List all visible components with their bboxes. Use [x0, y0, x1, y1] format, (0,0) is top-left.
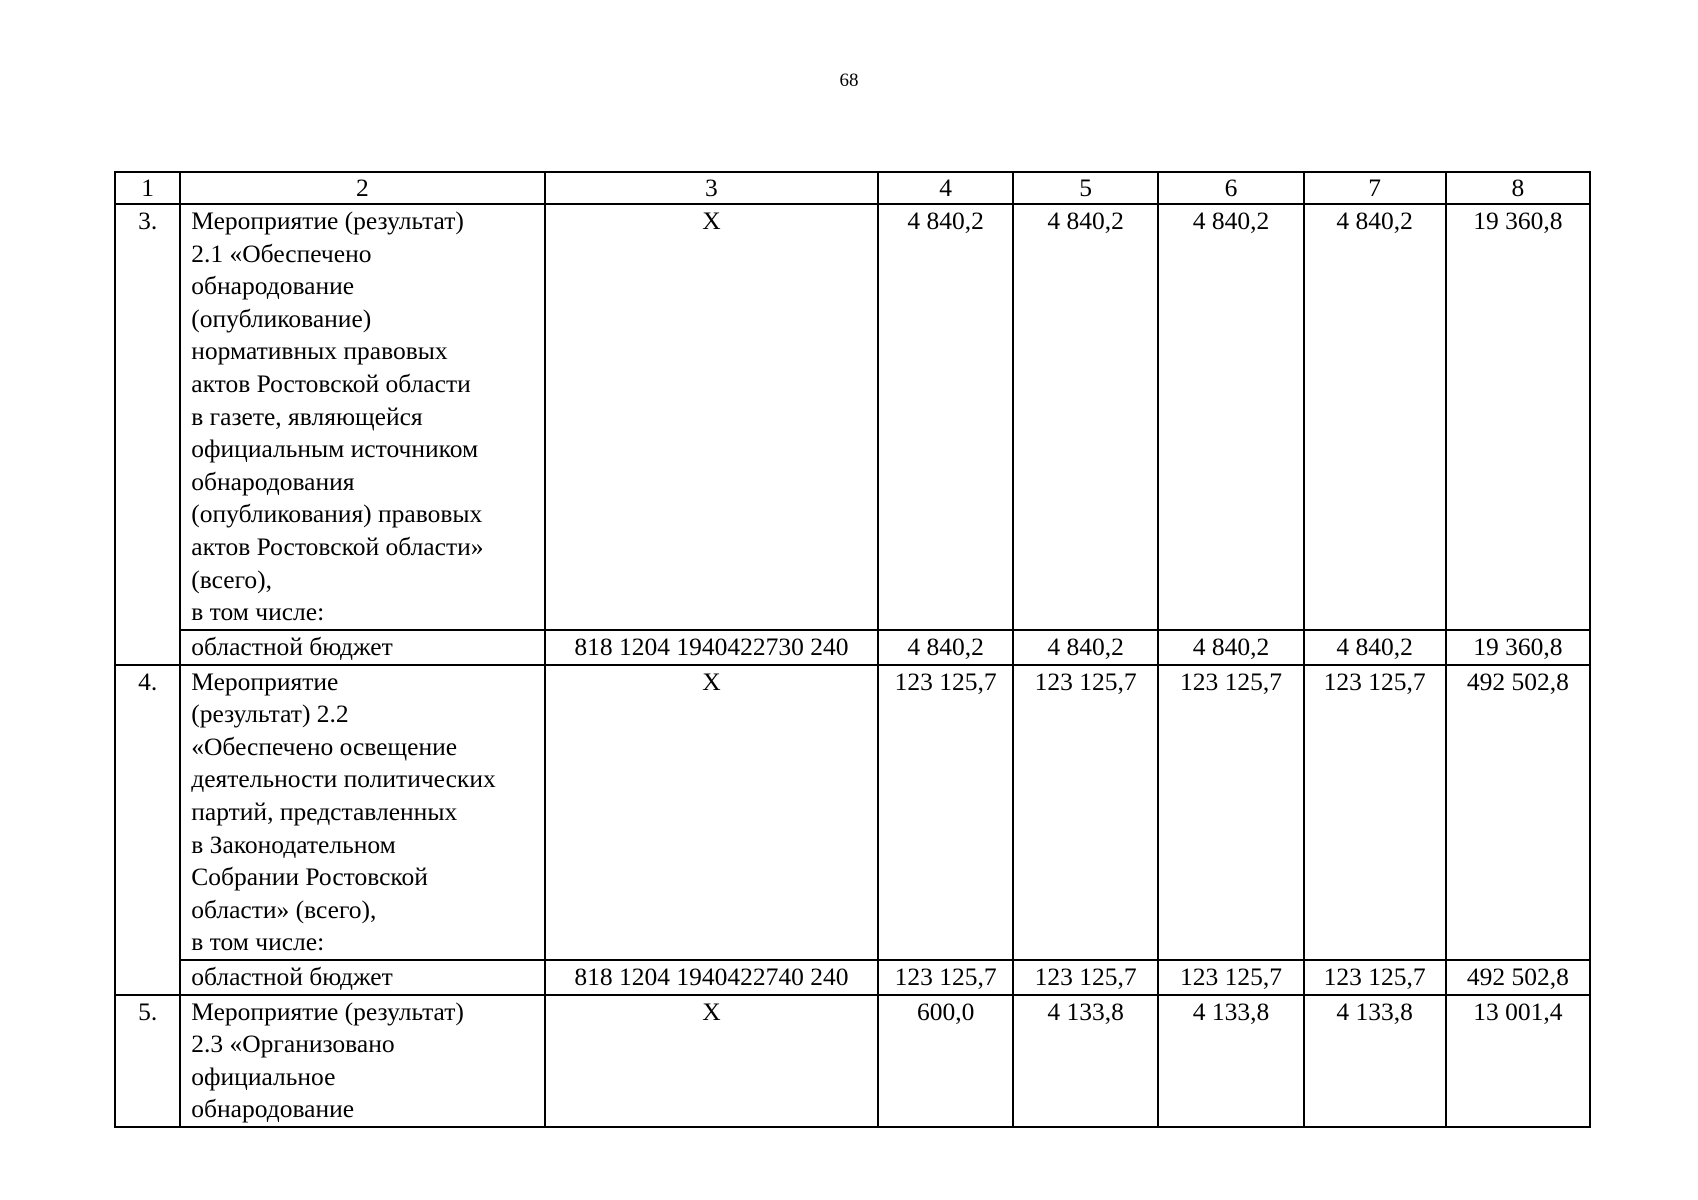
value-cell: 4 133,8: [1013, 995, 1158, 1127]
column-header: 3: [545, 172, 879, 204]
column-header: 4: [878, 172, 1013, 204]
value-cell: 4 840,2: [1304, 630, 1446, 665]
total-cell: 492 502,8: [1446, 960, 1590, 995]
total-cell: 19 360,8: [1446, 204, 1590, 630]
column-header: 7: [1304, 172, 1446, 204]
column-header: 5: [1013, 172, 1158, 204]
table-row: [115, 995, 1590, 1127]
total-cell: 19 360,8: [1446, 630, 1590, 665]
value-cell: 600,0: [878, 995, 1013, 1127]
value-cell: 4 840,2: [1158, 204, 1303, 630]
value-cell: 123 125,7: [878, 960, 1013, 995]
value-cell: 4 840,2: [1013, 204, 1158, 630]
value-cell: 4 133,8: [1304, 995, 1446, 1127]
activity-description: Мероприятие (результат) 2.1 «Обеспечено обнародование (опубликование) нормативных правовых актов Ростовской области в газете, являющейся официальным источником обнародования (опубликования) правовых актов Ростовской области» (всего), в том числе:: [180, 204, 544, 630]
table-row: [115, 204, 1590, 630]
table-subrow: [115, 630, 1590, 665]
value-cell: 123 125,7: [1304, 960, 1446, 995]
funding-source-label: областной бюджет: [180, 960, 544, 995]
value-cell: 4 840,2: [1013, 630, 1158, 665]
total-cell: 492 502,8: [1446, 665, 1590, 960]
column-header: 1: [115, 172, 180, 204]
row-number: 5.: [115, 995, 180, 1127]
table-header-row: [115, 172, 1590, 204]
funding-source-label: областной бюджет: [180, 630, 544, 665]
budget-code: 818 1204 1940422740 240: [545, 960, 879, 995]
value-cell: 4 840,2: [1304, 204, 1446, 630]
value-cell: 4 840,2: [878, 630, 1013, 665]
activity-description: Мероприятие (результат) 2.3 «Организовано официальное обнародование: [180, 995, 544, 1127]
table-subrow: [115, 960, 1590, 995]
value-cell: 123 125,7: [1158, 960, 1303, 995]
table-row: [115, 665, 1590, 960]
column-header: 6: [1158, 172, 1303, 204]
value-cell: 123 125,7: [1158, 665, 1303, 960]
page-number: 68: [839, 70, 859, 91]
budget-code: 818 1204 1940422730 240: [545, 630, 879, 665]
budget-code: Х: [545, 665, 879, 960]
total-cell: 13 001,4: [1446, 995, 1590, 1127]
value-cell: 123 125,7: [1304, 665, 1446, 960]
column-header: 8: [1446, 172, 1590, 204]
value-cell: 4 840,2: [878, 204, 1013, 630]
budget-code: Х: [545, 995, 879, 1127]
column-header: 2: [180, 172, 544, 204]
activity-description: Мероприятие (результат) 2.2 «Обеспечено освещение деятельности политических партий, представленных в Законодательном Собрании Ростовской области» (всего), в том числе:: [180, 665, 544, 960]
row-number: 4.: [115, 665, 180, 995]
row-number: 3.: [115, 204, 180, 665]
value-cell: 123 125,7: [1013, 960, 1158, 995]
value-cell: 123 125,7: [1013, 665, 1158, 960]
budget-code: Х: [545, 204, 879, 630]
value-cell: 123 125,7: [878, 665, 1013, 960]
value-cell: 4 840,2: [1158, 630, 1303, 665]
value-cell: 4 133,8: [1158, 995, 1303, 1127]
budget-table: [114, 171, 1591, 1128]
